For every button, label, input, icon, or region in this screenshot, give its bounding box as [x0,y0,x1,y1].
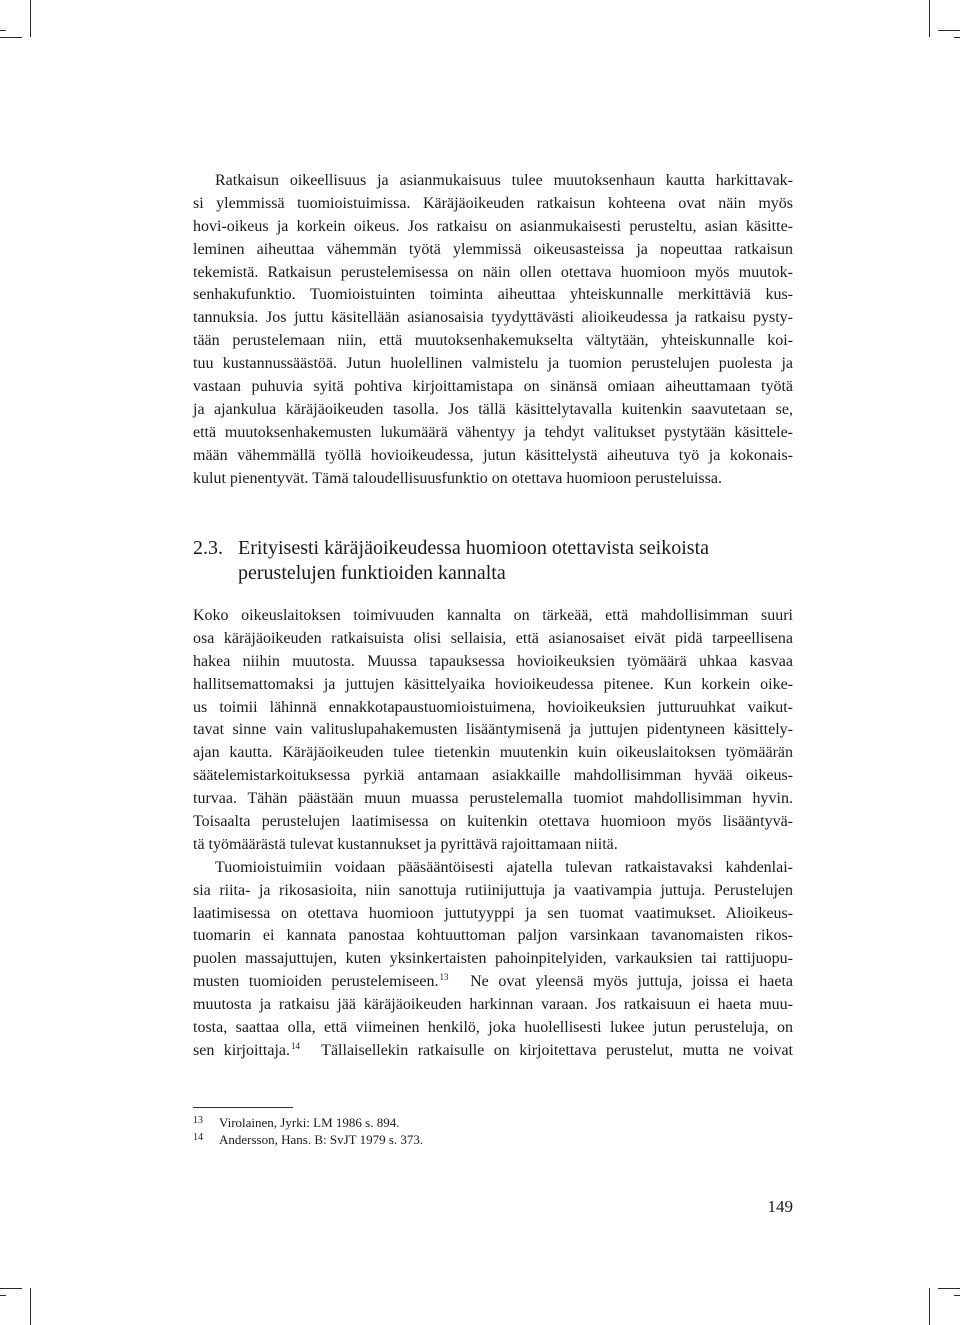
text-line: hovi-oikeus ja korkein oikeus. Jos ratkaisu on asianmukaisesti perusteltu, asian käsitte- [193,217,793,235]
text-line: leminen aiheuttaa vähemmän työtä ylemmissä oikeusasteissa ja nopeuttaa ratkaisun [193,240,793,258]
text-line: tä työmäärästä tulevat kustannukset ja pyrittävä rajoittamaan niitä. [193,835,618,853]
text-line: tekemistä. Ratkaisun perustelemisessa on näin ollen otettava huomioon myös muutok- [193,263,793,281]
text-line: mään vähemmällä työllä hovioikeudessa, jutun käsittelystä aiheutuva työ ja kokonais- [193,446,793,464]
text-segment: musten tuomioiden perustelemiseen. [193,973,439,991]
text-line: Toisaalta perustelujen laatimisessa on kuitenkin otettava huomioon myös lisääntyvä- [193,813,793,831]
text-line: ja ajankulua käräjäoikeuden tasolla. Jos tällä käsittelytavalla kuitenkin saavutetaan se, [193,400,793,418]
section-title-line-1: Erityisesti käräjäoikeudessa huomioon otettavista seikoista [238,537,710,559]
footnote-14: 14 Andersson, Hans. B: SvJT 1979 s. 373. [193,1132,424,1147]
text-line: senhakufunktio. Tuomioistuinten toiminta aiheuttaa yhteiskunnalle merkittäviä kus- [193,286,793,304]
text-line: tannuksia. Jos juttu käsitellään asianosaisia tyydyttävästi alioikeudessa ja ratkaisu pysty- [193,309,793,327]
text-line: Koko oikeuslaitoksen toimivuuden kannalta on tärkeää, että mahdollisimman suuri [193,607,793,624]
text-line: tään perustelemaan niin, että muutoksenhakemukselta vältytään, yhteiskunnalle koi- [193,332,793,350]
footnotes [193,1114,793,1148]
text-line: tuu kustannussäästöä. Jutun huolellinen valmistelu ja tuomion perustelujen puolesta ja [193,355,793,373]
text-line-with-footnote [193,971,793,994]
text-segment: Ne ovat yleensä myös juttuja, joissa ei haeta [470,973,794,991]
text-line: Ratkaisun oikeellisuus ja asianmukaisuus tulee muutoksenhaun kautta harkittavak- [215,172,793,189]
text-line: us toimii lähinnä ennakkotapaustuomioistuimena, hovioikeuksien jutturuuhkat vaikut- [193,698,793,716]
text-line: tavat sinne vain valituslupahakemusten lisääntymisenä ja juttujen pidentyneen käsittely- [193,721,793,739]
text-line: että muutoksenhakemusten lukumäärä vähentyy ja tehdyt valitukset pystytään käsittele- [193,423,793,441]
text-segment: sen kirjoittaja. [193,1041,290,1059]
text-line: kulut pienentyvät. Tämä taloudellisuusfunktio on otettava huomioon perusteluissa. [193,469,722,487]
text-line: turvaa. Tähän päästään muun muassa perustelemalla tuomiot mahdollisimman hyvin. [193,790,793,808]
section-heading [193,536,793,586]
text-segment: Tällaisellekin ratkaisulle on kirjoitettava perustelut, mutta ne voivat [321,1041,794,1059]
footnote-text: Virolainen, Jyrki: LM 1986 s. 894. [219,1115,400,1130]
page-number: 149 [767,1197,793,1216]
text-line: laatimisessa on otettava huomioon juttutyyppi ja sen tuomat vaatimukset. Alioikeus- [193,904,793,922]
text-line: osa käräjäoikeuden ratkaisuista olisi sellaisia, että asianosaiset eivät pidä tarpeellisena [193,629,793,647]
footnote-separator [193,1107,293,1108]
paragraph-judicial-workload [193,605,793,857]
footnote-reference-13[interactable]: 13 [439,972,449,983]
footnote-reference-14[interactable]: 14 [291,1040,300,1051]
text-line-with-footnote [193,1040,793,1063]
text-line: muutosta ja ratkaisu jää käräjäoikeuden harkinnan varaan. Jos ratkaisuun ei haeta muu- [193,996,793,1014]
section-title-line-2: perustelujen funktioiden kannalta [238,562,506,584]
text-line: tosta, saattaa olla, että viimeinen henkilö, joka huolellisesti lukee jutun perusteluja, on [193,1019,793,1037]
paragraph-case-types [193,857,793,1063]
text-line: si ylemmissä tuomioistuimissa. Käräjäoikeuden ratkaisun kohteena ovat näin myös [193,194,793,212]
text-line: hallitsemattomaksi ja juttujen käsittelyaika hovioikeudessa pitenee. Kun korkein oike- [193,675,793,693]
text-line: säätelemistarkoituksessa pyrkiä antamaan asiakkaille mahdollisimman hyvää oikeus- [193,767,793,785]
section-body [193,605,793,1063]
paragraph-economy-function [193,170,793,490]
text-line: Tuomioistuimiin voidaan pääsääntöisesti ajatella tulevan ratkaistavaksi kahdenlai- [215,858,793,876]
text-line: ajan kautta. Käräjäoikeuden tulee tietenkin muutenkin kuin oikeuslaitoksen työmäärän [193,744,793,762]
footnote-text: Andersson, Hans. B: SvJT 1979 s. 373. [219,1132,424,1147]
text-line: puolen massajuttujen, kuten yksinkertaisten pahoinpitelyiden, varkauksien tai rattijuopu- [193,950,793,968]
section-number: 2.3. [193,537,223,559]
text-line: tuomarin ei kannata panostaa kohtuuttoman paljon varsinkaan tavanomaisten rikos- [193,927,793,945]
text-line: hakea niihin muutosta. Muussa tapauksessa hovioikeuksien työmäärä uhkaa kasvaa [193,652,793,670]
text-line: sia riita- ja rikosasioita, niin sanottuja rutiinijuttuja ja vaativampia juttuja. Perustelujen [193,881,793,899]
text-line: vastaan puhuvia syitä pohtiva kirjoittamistapa on sinänsä omiaan aiheuttamaan työtä [193,378,793,396]
footnote-13: 13 Virolainen, Jyrki: LM 1986 s. 894. [193,1115,400,1130]
